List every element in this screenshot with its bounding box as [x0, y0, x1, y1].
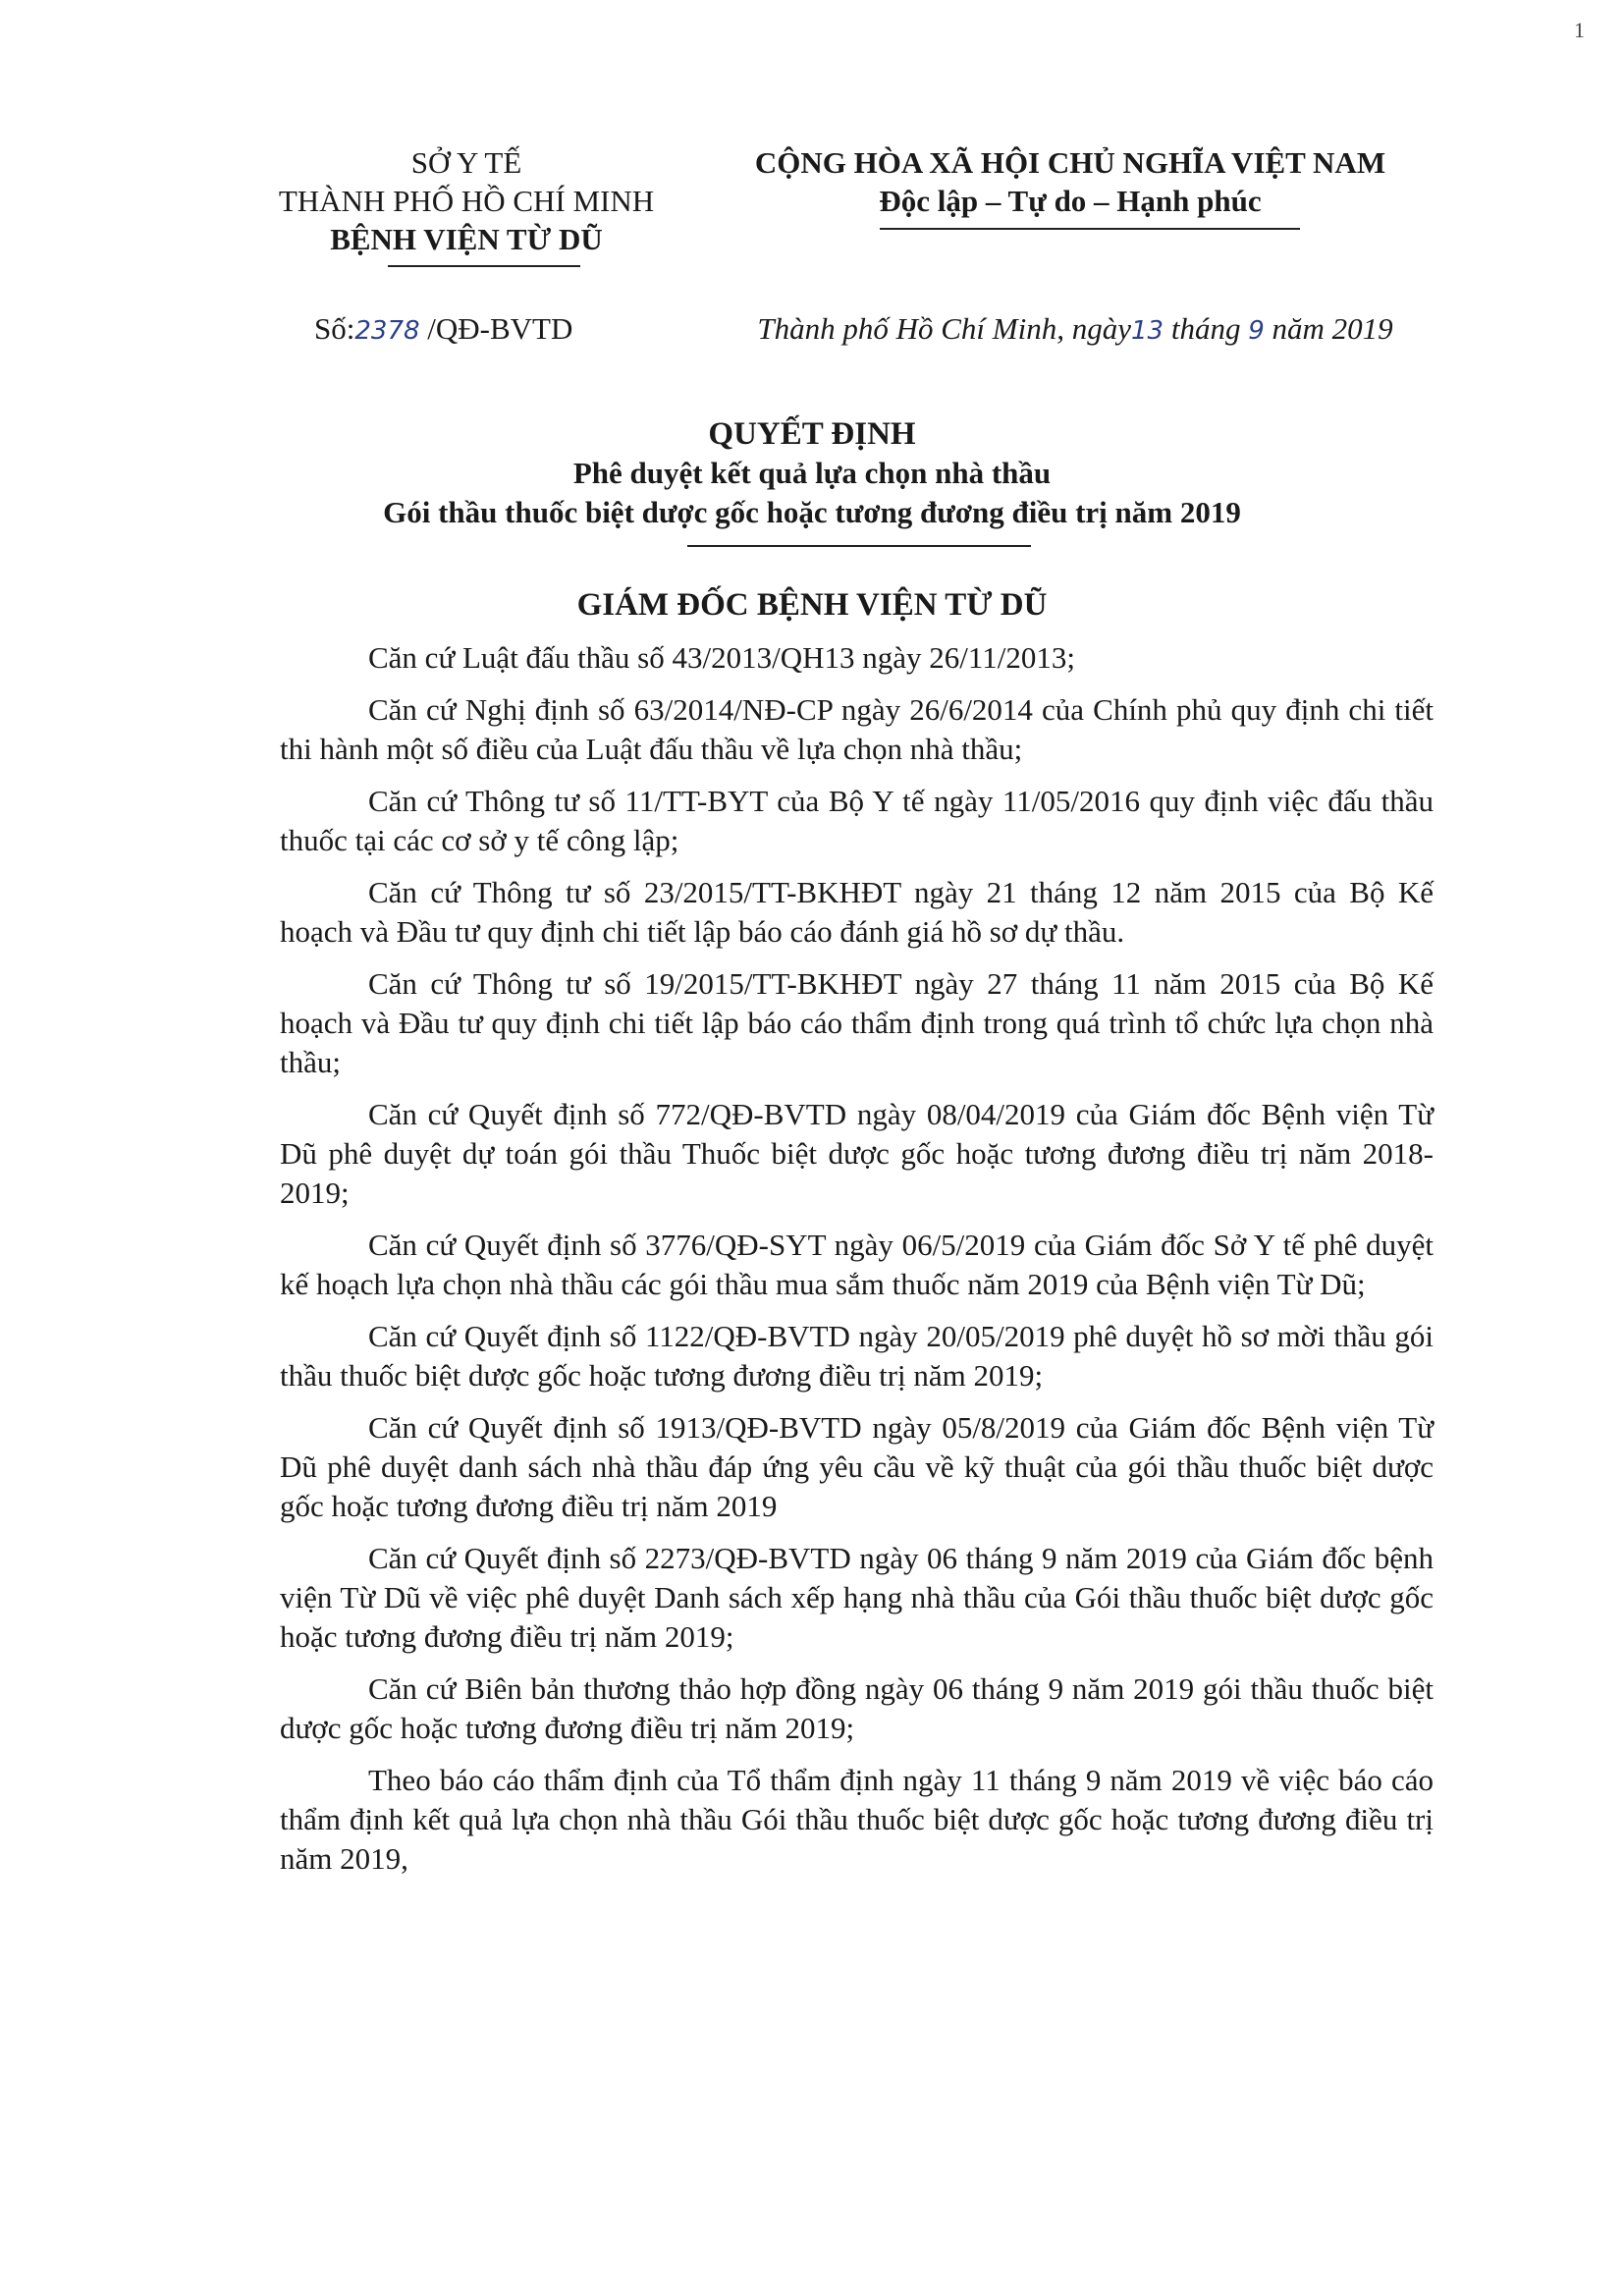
basis-paragraph: Căn cứ Thông tư số 11/TT-BYT của Bộ Y tế ngày 11/05/2016 quy định việc đấu thầu thuốc tại các cơ sở y tế công lập; [280, 784, 1434, 857]
title-underline [687, 545, 1031, 547]
basis-paragraph: Căn cứ Thông tư số 19/2015/TT-BKHĐT ngày 27 tháng 11 năm 2015 của Bộ Kế hoạch và Đầu tư quy định chi tiết lập báo cáo thẩm định trong quá trình tổ chức lựa chọn nhà thầu; [280, 966, 1434, 1079]
place-date [717, 311, 1434, 347]
decision-heading: QUYẾT ĐỊNH [708, 416, 916, 452]
decision-subject-line-2: Gói thầu thuốc biệt dược gốc hoặc tương đương điều trị năm 2019 [383, 495, 1241, 529]
issuer-line-1: SỞ Y TẾ [410, 145, 522, 180]
national-name: CỘNG HÒA XÃ HỘI CHỦ NGHĨA VIỆT NAM [754, 145, 1386, 180]
page-mark: 1 [1574, 18, 1585, 42]
basis-paragraph: Căn cứ Quyết định số 1122/QĐ-BVTD ngày 20/05/2019 phê duyệt hồ sơ mời thầu gói thầu thuốc biệt dược gốc hoặc tương đương điều trị năm 2019; [280, 1319, 1434, 1393]
date-day: 13 [1130, 316, 1164, 346]
basis-paragraph: Căn cứ Thông tư số 23/2015/TT-BKHĐT ngày 21 tháng 12 năm 2015 của Bộ Kế hoạch và Đầu tư quy định chi tiết lập báo cáo đánh giá hồ sơ dự thầu. [280, 875, 1434, 949]
issuer-line-2: THÀNH PHỐ HỒ CHÍ MINH [278, 184, 655, 218]
basis-paragraph: Căn cứ Quyết định số 3776/QĐ-SYT ngày 06/5/2019 của Giám đốc Sở Y tế phê duyệt kế hoạch lựa chọn nhà thầu các gói thầu mua sắm thuốc năm 2019 của Bệnh viện Từ Dũ; [280, 1228, 1434, 1301]
date-year: năm 2019 [1272, 311, 1393, 346]
national-motto: Độc lập – Tự do – Hạnh phúc [879, 184, 1262, 218]
issuer-name: BỆNH VIỆN TỪ DŨ [330, 222, 603, 256]
national-header [727, 143, 1414, 220]
basis-paragraph: Căn cứ Quyết định số 772/QĐ-BVTD ngày 08/04/2019 của Giám đốc Bệnh viện Từ Dũ phê duyệt dự toán gói thầu Thuốc biệt dược gốc hoặc tương đương điều trị năm 2018-2019; [280, 1097, 1434, 1210]
date-month: 9 [1248, 316, 1265, 346]
document-number-prefix: Số: [314, 311, 355, 346]
basis-paragraph: Căn cứ Biên bản thương thảo hợp đồng ngày 06 tháng 9 năm 2019 gói thầu thuốc biệt dược gốc hoặc tương đương điều trị năm 2019; [280, 1671, 1434, 1745]
document-number-handwritten: 2378 [354, 316, 420, 346]
basis-paragraph: Căn cứ Quyết định số 2273/QĐ-BVTD ngày 06 tháng 9 năm 2019 của Giám đốc bệnh viện Từ Dũ về việc phê duyệt Danh sách xếp hạng nhà thầu của Gói thầu thuốc biệt dược gốc hoặc tương đương điều trị năm 2019; [280, 1541, 1434, 1654]
document-number [314, 311, 572, 347]
legal-basis [280, 638, 1434, 1891]
issuer-underline [388, 265, 580, 267]
basis-paragraph: Căn cứ Nghị định số 63/2014/NĐ-CP ngày 26/6/2014 của Chính phủ quy định chi tiết thi hành một số điều của Luật đấu thầu về lựa chọn nhà thầu; [280, 692, 1434, 766]
decision-subject-line-1: Phê duyệt kết quả lựa chọn nhà thầu [572, 456, 1052, 490]
document-number-suffix: /QĐ-BVTD [427, 311, 573, 346]
basis-paragraph: Căn cứ Quyết định số 1913/QĐ-BVTD ngày 05/8/2019 của Giám đốc Bệnh viện Từ Dũ phê duyệt danh sách nhà thầu đáp ứng yêu cầu về kỹ thuật của gói thầu thuốc biệt dược gốc hoặc tương đương điều trị năm 2019 [280, 1410, 1434, 1523]
issuer-header [226, 143, 707, 258]
basis-paragraph: Theo báo cáo thẩm định của Tổ thẩm định ngày 11 tháng 9 năm 2019 về việc báo cáo thẩm định kết quả lựa chọn nhà thầu Gói thầu thuốc biệt dược gốc hoặc tương đương điều trị năm 2019, [280, 1763, 1434, 1876]
motto-underline [880, 228, 1300, 230]
basis-paragraph: Căn cứ Luật đấu thầu số 43/2013/QH13 ngày 26/11/2013; [368, 640, 1075, 675]
issuing-authority: GIÁM ĐỐC BỆNH VIỆN TỪ DŨ [576, 587, 1048, 623]
place-date-prefix: Thành phố Hồ Chí Minh, ngày [757, 311, 1131, 346]
date-month-label: tháng [1170, 311, 1241, 346]
decision-title [0, 414, 1624, 532]
